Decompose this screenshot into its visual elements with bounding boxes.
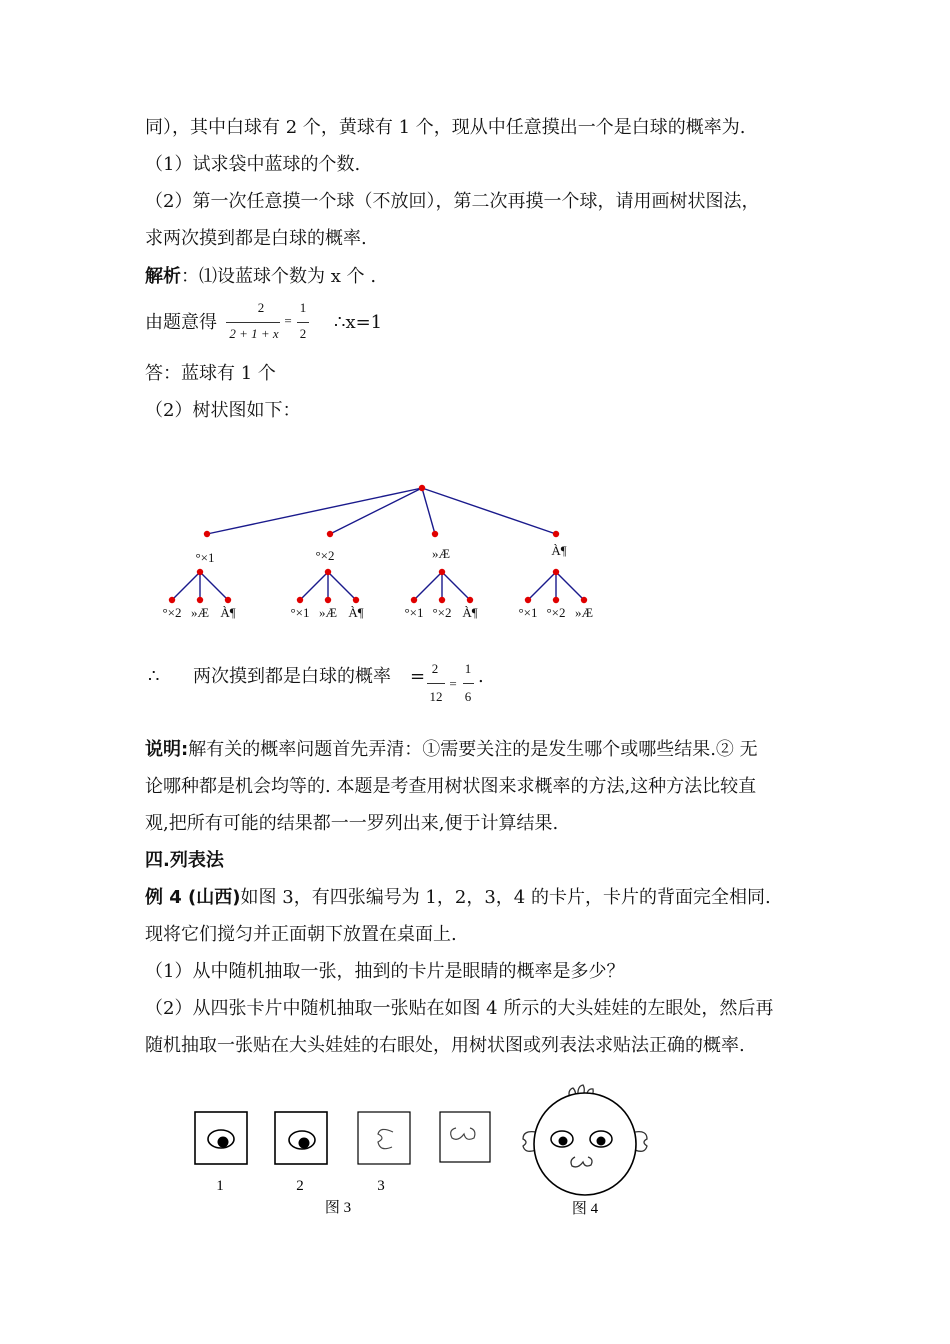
tree-label-3-1: °×1	[404, 605, 424, 620]
tree-node-3	[432, 531, 438, 537]
tree-subroot-1	[197, 569, 203, 575]
tree-label-1-3: À¶	[220, 605, 236, 620]
note-line-3: 观,把所有可能的结果都一一罗列出来,便于计算结果.	[145, 813, 559, 834]
question-1: （1）试求袋中蓝球的个数.	[145, 154, 361, 175]
tree-node-2-3	[353, 597, 359, 603]
intro-line-1: 同），其中白球有 2 个，黄球有 1 个，现从中任意摸出一个是白球的概率为.	[145, 117, 746, 138]
figure-4	[515, 1082, 655, 1232]
tree-branch-2-1	[300, 572, 328, 600]
conclusion-denominator-1: 12	[429, 689, 443, 704]
tree-label-4-1: °×1	[518, 605, 538, 620]
answer-line: 答：蓝球有 1 个	[145, 363, 276, 384]
example-text-1: 如图 3，有四张编号为 1，2，3，4 的卡片，卡片的背面完全相同.	[240, 887, 771, 908]
doll-head	[534, 1093, 636, 1195]
tree-branch-2-3	[328, 572, 356, 600]
equation-equals: =	[284, 313, 292, 328]
figure-3	[180, 1100, 500, 1230]
question-2-line-2: 求两次摸到都是白球的概率.	[145, 228, 367, 249]
solution-label: 解析	[145, 266, 181, 287]
card-4	[440, 1112, 490, 1162]
tree-branch-4-3	[556, 572, 584, 600]
conclusion-bar-2	[463, 683, 474, 684]
tree-label-4-2: °×2	[546, 605, 566, 620]
tree-node-2-1	[297, 597, 303, 603]
equation-prefix: 由题意得	[145, 312, 217, 333]
solution-text: ：⑴设蓝球个数为 x 个 .	[181, 266, 377, 287]
note-line-2: 论哪种都是机会均等的. 本题是考查用树状图来求概率的方法,这种方法比较直	[145, 776, 757, 797]
conclusion-bar-1	[427, 683, 445, 684]
tree-branch-2	[330, 488, 422, 534]
tree-subroot-4	[553, 569, 559, 575]
tree-branch-1-3	[200, 572, 228, 600]
tree-node-4-2	[553, 597, 559, 603]
equation-result: ∴x=1	[334, 312, 383, 333]
conclusion-equals-2: =	[449, 676, 457, 691]
tree-node-4-3	[581, 597, 587, 603]
tree-label-1-2: »Æ	[190, 605, 210, 620]
tree-subroot-3	[439, 569, 445, 575]
tree-node-1	[204, 531, 210, 537]
example-question-2-line-1: （2）从四张卡片中随机抽取一张贴在如图 4 所示的大头娃娃的左眼处，然后再	[145, 998, 774, 1019]
conclusion-denominator-2: 6	[464, 689, 472, 704]
tree-node-1-1	[169, 597, 175, 603]
example-line-1	[145, 885, 771, 911]
tree-label-2-3: À¶	[348, 605, 364, 620]
note-label: 说明:	[145, 739, 189, 760]
section-title: 四.列表法	[145, 850, 224, 871]
card-number-1: 1	[216, 1178, 224, 1194]
example-line-2: 现将它们搅匀并正面朝下放置在桌面上.	[145, 924, 457, 945]
tree-branch-3	[422, 488, 435, 534]
tree-branch-1	[207, 488, 422, 534]
equation-right-bar	[297, 322, 309, 323]
equation-denominator: 2 + 1 + x	[229, 326, 279, 341]
card-number-3: 3	[377, 1178, 385, 1194]
tree-diagram	[0, 470, 950, 670]
tree-label-4: À¶	[551, 543, 567, 558]
card-1	[195, 1112, 247, 1164]
tree-branch-3-1	[414, 572, 442, 600]
conclusion-equals: =	[410, 666, 426, 687]
tree-node-3-2	[439, 597, 445, 603]
tree-node-2-2	[325, 597, 331, 603]
note-line-1	[145, 737, 758, 763]
tree-label-1-1: °×2	[162, 605, 182, 620]
tree-node-3-3	[467, 597, 473, 603]
tree-node-1-3	[225, 597, 231, 603]
tree-label-2-1: °×1	[290, 605, 310, 620]
tree-subroot-2	[325, 569, 331, 575]
card-2	[275, 1112, 327, 1164]
example-question-2-line-2: 随机抽取一张贴在大头娃娃的右眼处，用树状图或列表法求贴法正确的概率.	[145, 1035, 745, 1056]
tree-branch-4-1	[528, 572, 556, 600]
tree-root-node	[419, 485, 425, 491]
tree-title: （2）树状图如下：	[145, 400, 301, 421]
question-2-line-1: （2）第一次任意摸一个球（不放回），第二次再摸一个球，请用画树状图法，	[145, 191, 760, 212]
tree-branch-1-1	[172, 572, 200, 600]
therefore-symbol: ∴	[148, 666, 160, 687]
tree-node-2	[327, 531, 333, 537]
tree-branch-3-3	[442, 572, 470, 600]
figure-4-caption: 图 4	[571, 1201, 599, 1217]
tree-label-2-2: »Æ	[318, 605, 338, 620]
tree-label-3-3: À¶	[462, 605, 478, 620]
equation-numerator: 2	[257, 300, 265, 315]
note-text-1: 解有关的概率问题首先弄清：①需要关注的是发生哪个或哪些结果.② 无	[188, 739, 758, 760]
tree-branch-4	[422, 488, 556, 534]
tree-label-4-3: »Æ	[574, 605, 594, 620]
tree-node-4-1	[525, 597, 531, 603]
tree-node-4	[553, 531, 559, 537]
conclusion-period: .	[478, 666, 484, 687]
equation-right-denominator: 2	[299, 326, 307, 341]
equation-right-numerator: 1	[299, 300, 307, 315]
solution-line-1	[145, 264, 376, 290]
card-3	[358, 1112, 410, 1164]
example-label: 例 4 (山西)	[145, 887, 241, 908]
figure-3-caption: 图 3	[324, 1200, 352, 1216]
tree-node-1-2	[197, 597, 203, 603]
tree-label-2: °×2	[315, 548, 335, 563]
card-number-2: 2	[296, 1178, 304, 1194]
conclusion-numerator-1: 2	[431, 661, 439, 676]
tree-label-3-2: °×2	[432, 605, 452, 620]
equation-fraction-bar	[226, 322, 280, 323]
tree-label-3: »Æ	[431, 546, 451, 561]
tree-label-1: °×1	[195, 550, 215, 565]
example-question-1: （1）从中随机抽取一张，抽到的卡片是眼睛的概率是多少？	[145, 961, 625, 982]
tree-node-3-1	[411, 597, 417, 603]
conclusion-text: 两次摸到都是白球的概率	[193, 666, 391, 687]
conclusion-numerator-2: 1	[464, 661, 472, 676]
